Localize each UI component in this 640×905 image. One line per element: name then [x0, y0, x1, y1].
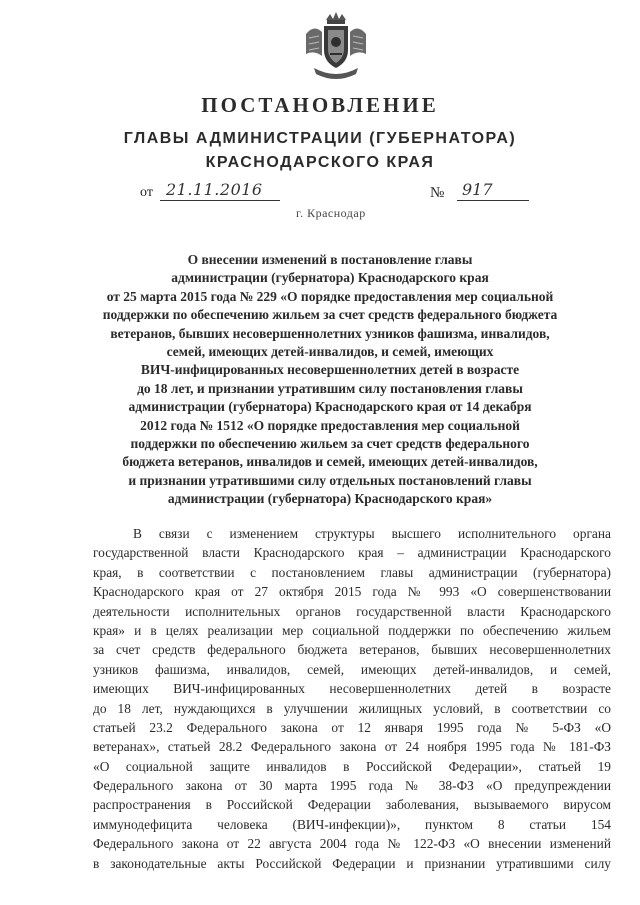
date-prefix: от: [140, 185, 153, 200]
body-line: деятельности исполнительных органов государственной власти Краснодарского: [93, 603, 611, 619]
resolution-title: [70, 251, 590, 509]
issuer-heading-line-2: КРАСНОДАРСКОГО КРАЯ: [205, 154, 435, 171]
body-line: Федерального закона от 22 августа 2004 года № 122-ФЗ «О внесении изменений: [93, 836, 611, 852]
title-line: от 25 марта 2015 года № 229 «О порядке предоставления мер социальной: [106, 288, 554, 304]
body-paragraph: [93, 524, 611, 873]
body-line: распространения в Российской Федерации заболевания, вызываемого вирусом: [93, 797, 611, 813]
title-line: до 18 лет, и признании утратившим силу постановления главы: [137, 380, 523, 396]
city-label: г. Краснодар: [296, 206, 366, 220]
coat-of-arms-emblem: [300, 10, 372, 82]
body-line: статьей 23.2 Федерального закона от 12 января 1995 года № 5-ФЗ «О: [93, 719, 611, 735]
title-line: О внесении изменений в постановление главы: [187, 252, 473, 267]
title-line: администрации (губернатора) Краснодарского края»: [167, 491, 493, 507]
body-line: В связи с изменением структуры высшего исполнительного органа: [133, 526, 611, 541]
body-line: до 18 лет, нуждающихся в улучшении жилищных условий, в соответствии со: [93, 700, 611, 716]
title-line: ВИЧ-инфицированных несовершеннолетних детей в возрасте: [140, 362, 520, 378]
number-underline: [457, 200, 529, 201]
body-line: имеющих ВИЧ-инфицированных несовершеннолетних детей в возрасте: [93, 681, 611, 697]
title-line: и признании утратившими силу отдельных постановлений главы: [128, 472, 532, 488]
body-line: иммунодефицита человека (ВИЧ-инфекции)», пунктом 8 статьи 154: [93, 816, 611, 832]
number-value: 917: [462, 180, 493, 199]
body-line: ветеранах», статьей 28.2 Федерального закона от 24 ноября 1995 года № 181-ФЗ: [93, 739, 611, 755]
title-line: 2012 года № 1512 «О порядке предоставления мер социальной: [140, 417, 520, 433]
number-label: №: [430, 185, 445, 201]
date-value: 21.11.2016: [166, 180, 263, 199]
body-line: в законодательные акты Российской Федерации и признании утратившими силу: [93, 855, 611, 871]
body-line: «О социальной защите инвалидов в Российской Федерации», статьей 19: [93, 758, 611, 774]
document-type-heading: ПОСТАНОВЛЕНИЕ: [201, 93, 439, 117]
date-underline: [160, 200, 280, 201]
body-line: за счет средств федерального бюджета ветеранов, бывших несовершеннолетних: [93, 642, 611, 658]
title-line: поддержки по обеспечению жильем за счет средств федерального бюджета: [102, 307, 558, 323]
body-line: узников фашизма, инвалидов, семей, имеющих детей-инвалидов, и семей,: [93, 661, 611, 677]
body-line: государственной власти Краснодарского края – администрации Краснодарского: [93, 545, 611, 561]
body-line: Краснодарского края от 27 октября 2015 года № 993 «О совершенствовании: [93, 584, 611, 600]
title-line: ветеранов, бывших несовершеннолетних узников фашизма, инвалидов,: [110, 325, 550, 341]
title-line: администрации (губернатора) Краснодарского края: [171, 270, 489, 286]
body-line: края» и в целях реализации мер социальной поддержки по обеспечению жильем: [93, 622, 611, 638]
title-line: семей, имеющих детей-инвалидов, и семей, имеющих: [166, 344, 494, 360]
title-line: поддержки по обеспечению жильем за счет средств федерального: [130, 436, 530, 452]
issuer-heading-line-1: ГЛАВЫ АДМИНИСТРАЦИИ (ГУБЕРНАТОРА): [123, 130, 517, 147]
body-line: Федерального закона от 30 марта 1995 года № 38-ФЗ «О предупреждении: [93, 778, 611, 794]
title-line: администрации (губернатора) Краснодарского края от 14 декабря: [128, 399, 532, 415]
title-line: бюджета ветеранов, инвалидов и семей, имеющих детей-инвалидов,: [122, 454, 538, 470]
body-line: края, в соответствии с постановлением главы администрации (губернатора): [93, 564, 611, 580]
